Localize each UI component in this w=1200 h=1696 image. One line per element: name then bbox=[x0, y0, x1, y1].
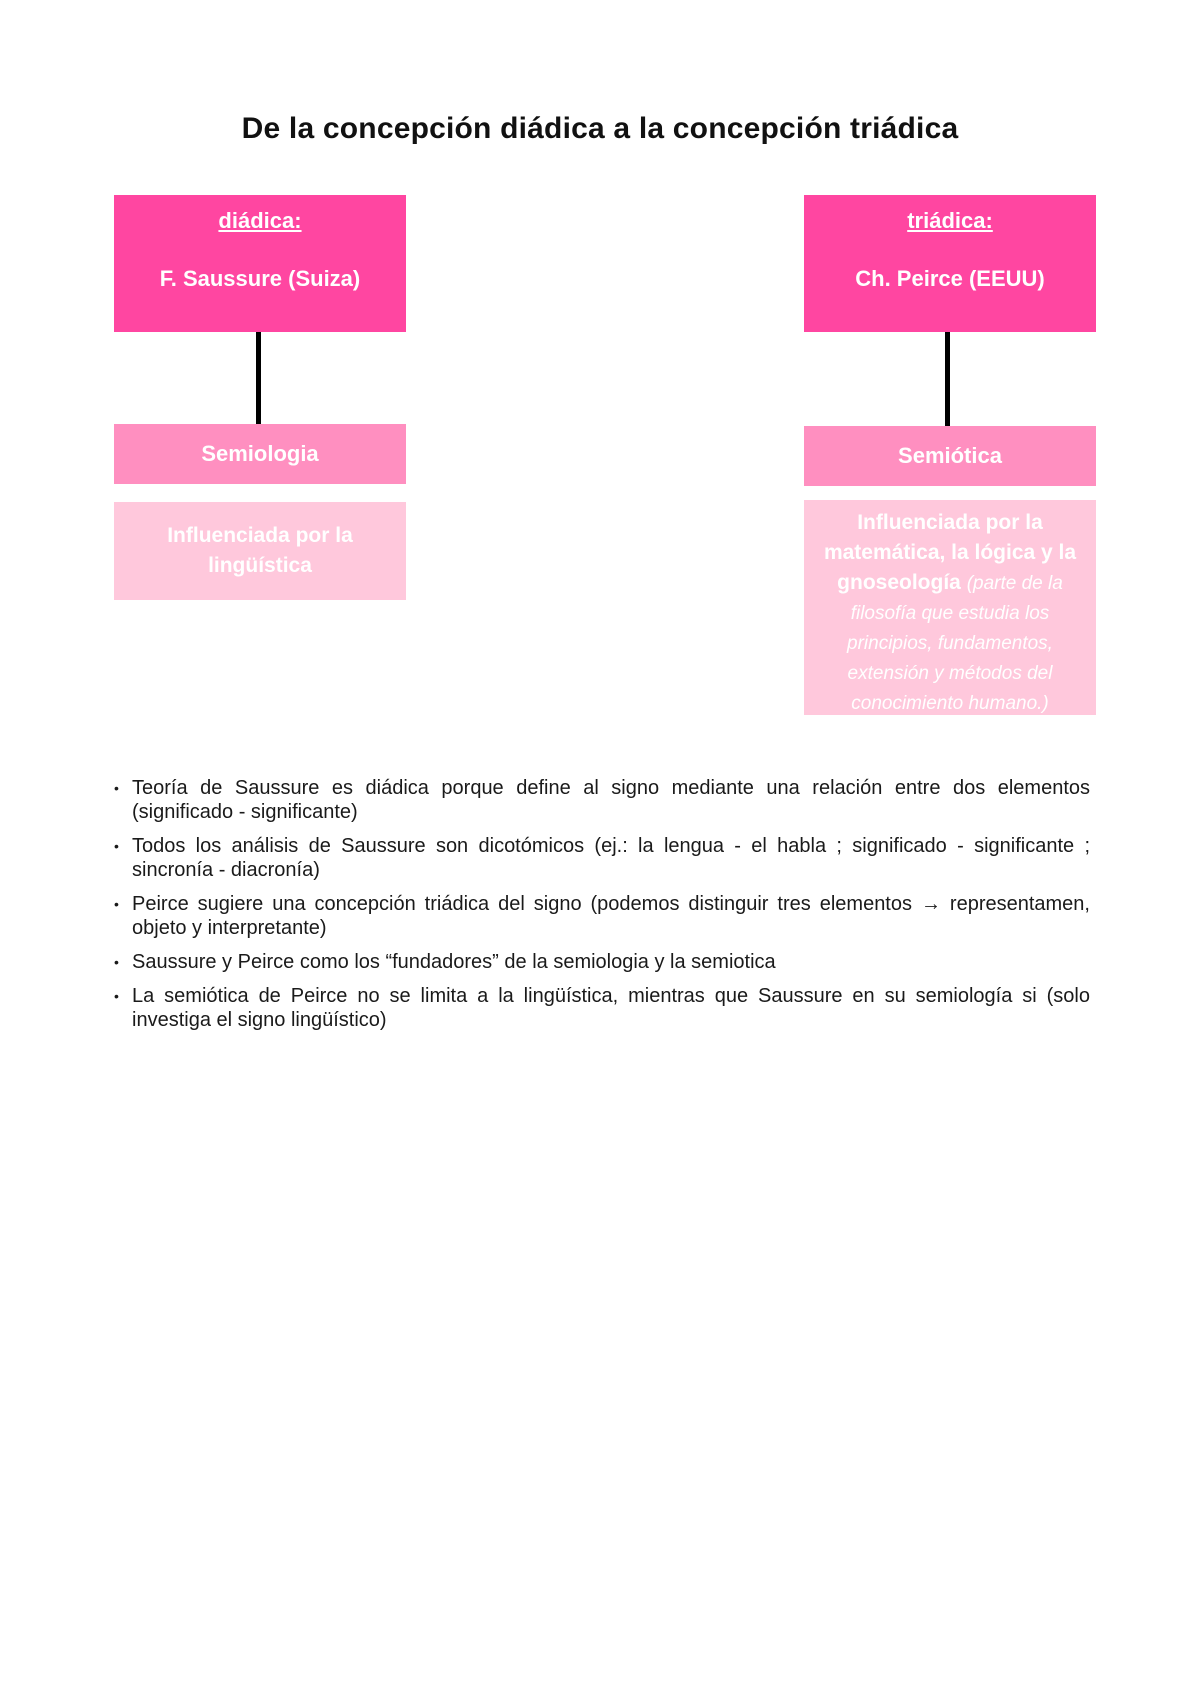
triadica-author-box bbox=[804, 195, 1096, 332]
semiologia-box bbox=[114, 424, 406, 484]
list-item bbox=[114, 984, 1090, 1032]
semiologia-influence-box bbox=[114, 502, 406, 600]
bullet-icon: • bbox=[114, 780, 119, 796]
diadica-heading: diádica: bbox=[218, 208, 302, 233]
list-item-text: La semiótica de Peirce no se limita a la lingüística, mientras que Saussure en su semiología si (solo investiga el signo lingüístico) bbox=[132, 985, 1090, 1031]
list-item bbox=[114, 950, 1090, 974]
gnoseologia-definition-note: (parte de la filosofía que estudia los principios, fundamentos, extensión y métodos del conocimiento humano.) bbox=[847, 573, 1063, 714]
semiotica-influence-text: Influenciada por la matemática, la lógica y la gnoseología bbox=[823, 511, 1077, 594]
bullet-icon: • bbox=[114, 838, 119, 854]
diadica-connector-line bbox=[256, 332, 261, 424]
triadica-connector-line bbox=[945, 332, 950, 426]
semiologia-label: Semiologia bbox=[201, 441, 319, 466]
semiologia-influence-text: Influenciada por la lingüística bbox=[167, 524, 353, 577]
list-item bbox=[114, 834, 1090, 882]
summary-bullet-list bbox=[114, 776, 1090, 1042]
diadica-author-box bbox=[114, 195, 406, 332]
list-item bbox=[114, 892, 1090, 940]
semiotica-label: Semiótica bbox=[898, 443, 1002, 468]
bullet-icon: • bbox=[114, 954, 119, 970]
triadica-heading: triádica: bbox=[907, 208, 993, 233]
page-title: De la concepción diádica a la concepción triádica bbox=[241, 112, 959, 145]
list-item-text: Saussure y Peirce como los “fundadores” de la semiologia y la semiotica bbox=[132, 951, 776, 973]
bullet-icon: • bbox=[114, 896, 119, 912]
list-item-text: Peirce sugiere una concepción triádica del signo (podemos distinguir tres elementos → representamen, objeto y interpretante) bbox=[132, 893, 1090, 939]
saussure-name: F. Saussure (Suiza) bbox=[159, 266, 361, 291]
semiotica-box bbox=[804, 426, 1096, 486]
bullet-icon: • bbox=[114, 988, 119, 1004]
list-item-text: Teoría de Saussure es diádica porque define al signo mediante una relación entre dos elementos (significado - significante) bbox=[132, 777, 1090, 823]
peirce-name: Ch. Peirce (EEUU) bbox=[855, 266, 1045, 291]
list-item bbox=[114, 776, 1090, 824]
list-item-text: Todos los análisis de Saussure son dicotómicos (ej.: la lengua - el habla ; significado - significante ; sincronía - diacronía) bbox=[132, 835, 1090, 881]
semiotica-influence-box bbox=[804, 500, 1096, 715]
